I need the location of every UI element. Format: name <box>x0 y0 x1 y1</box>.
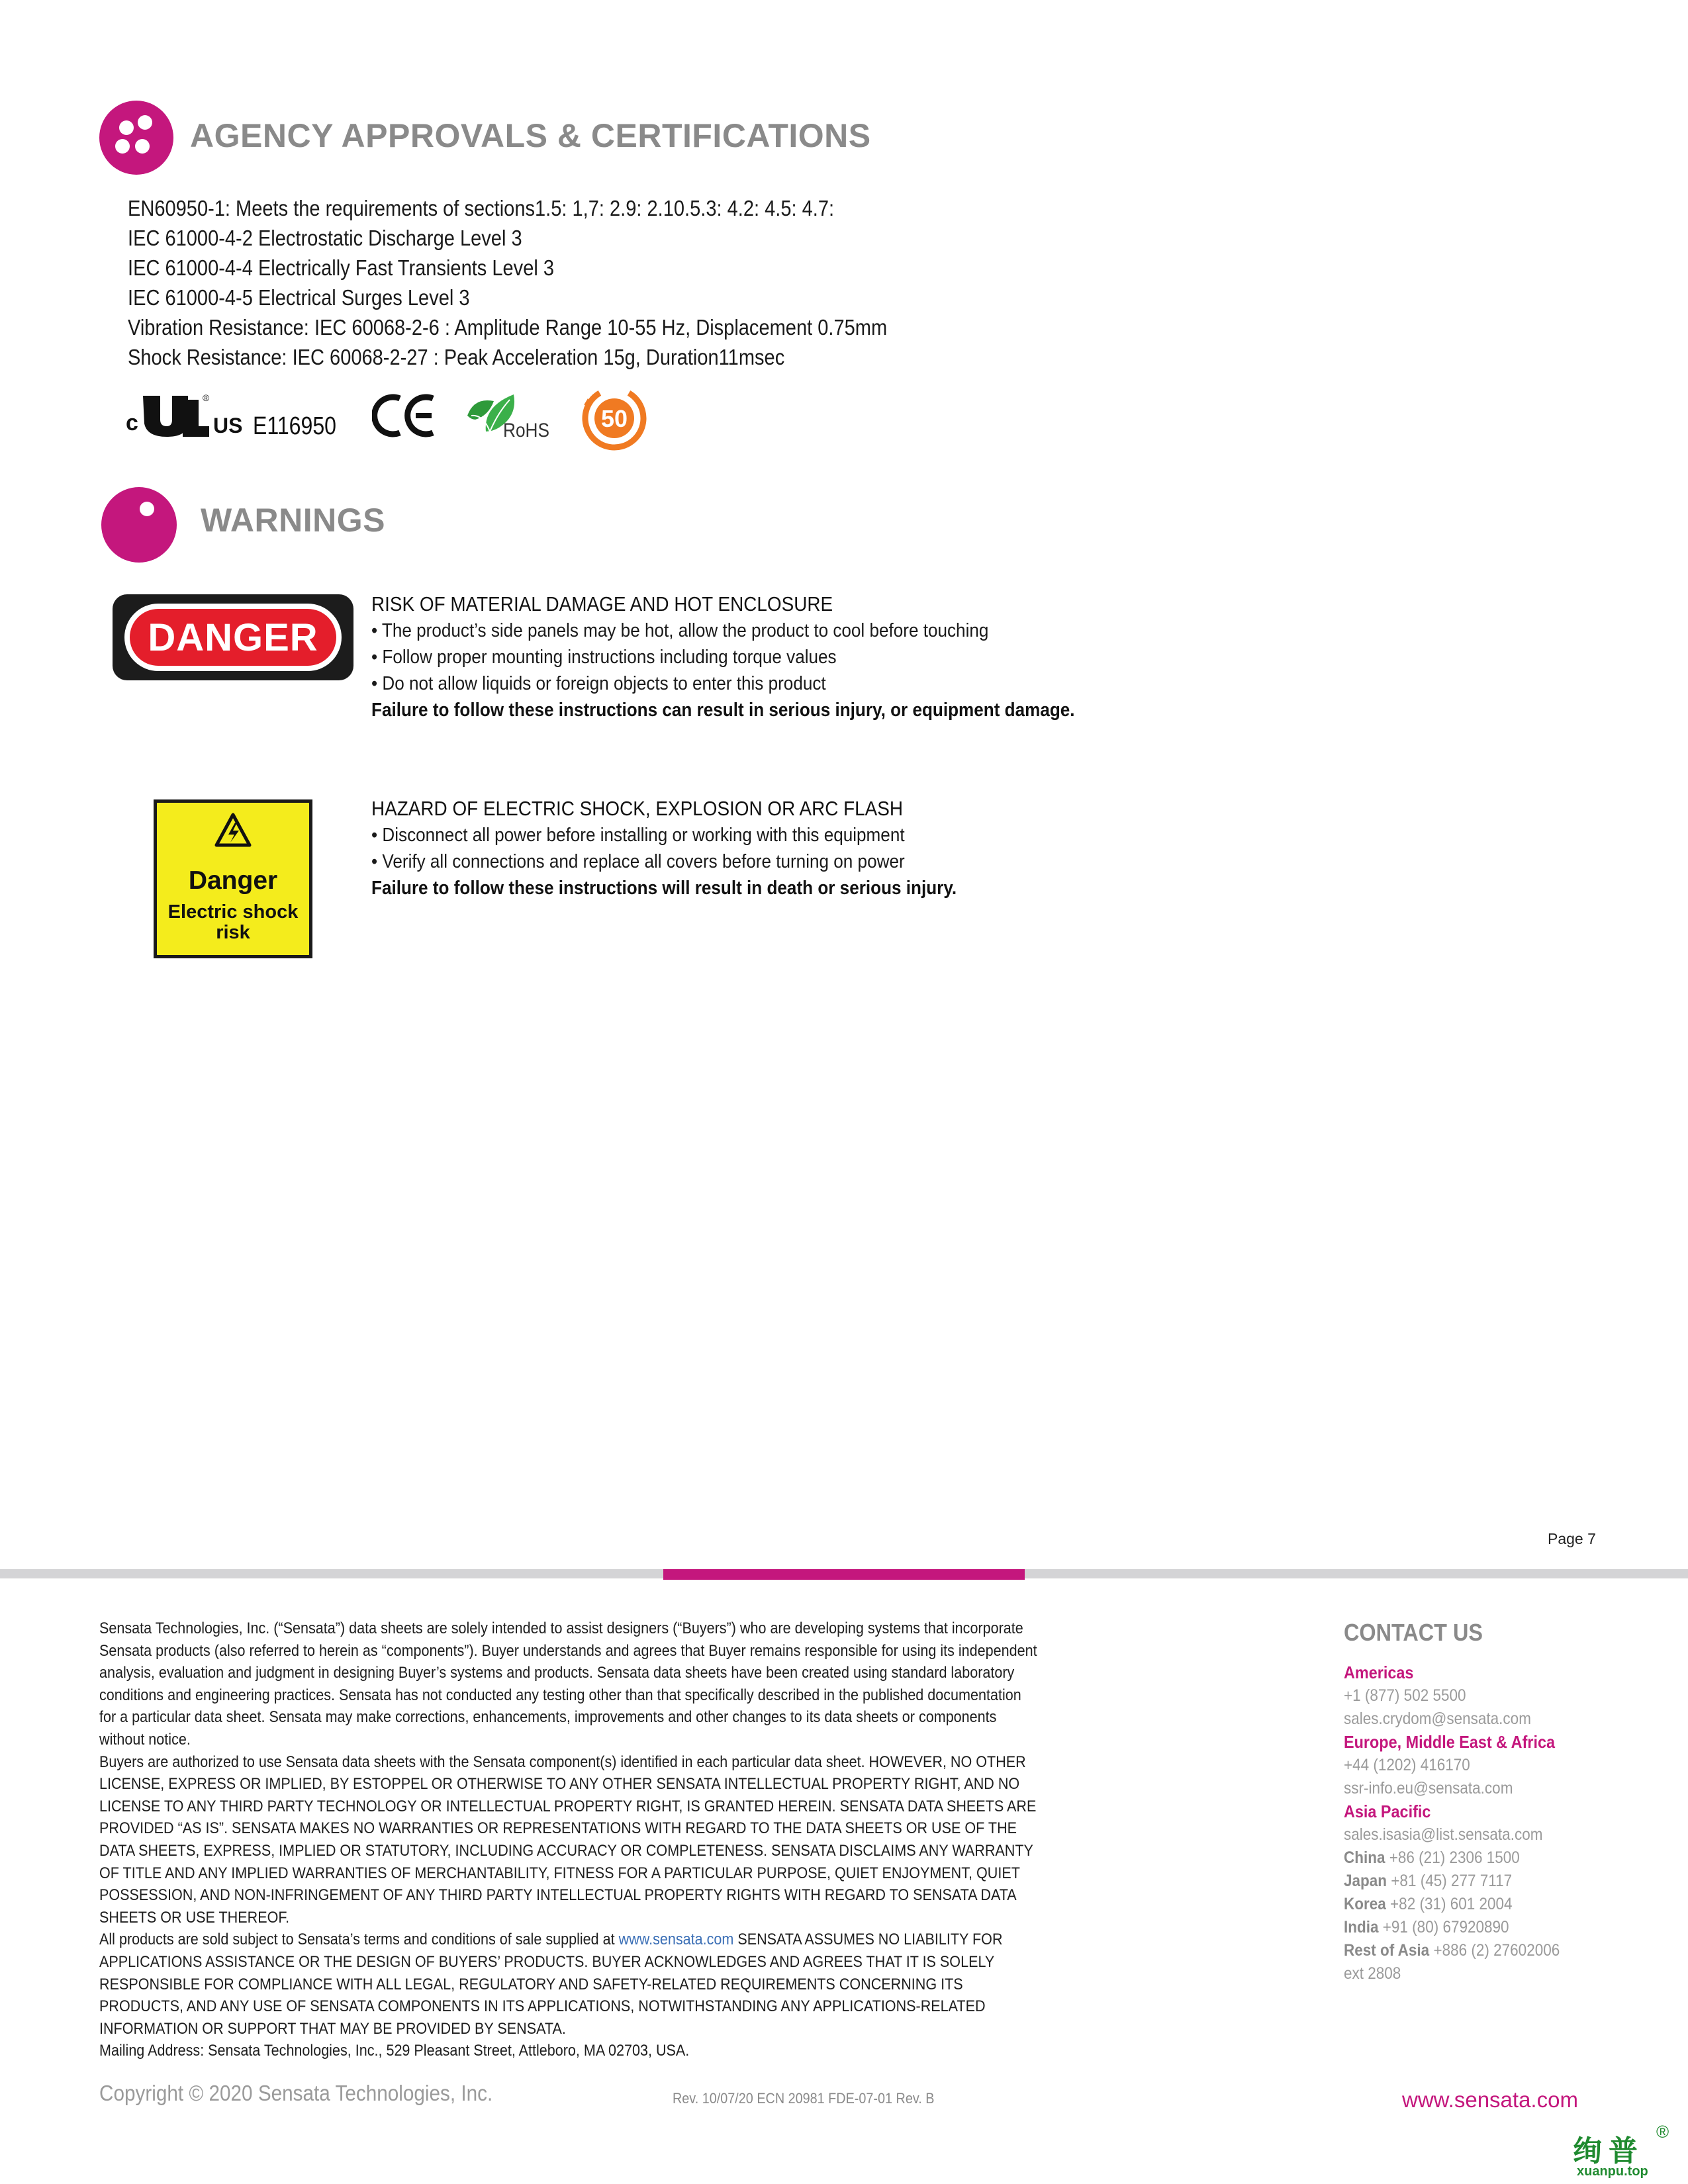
warning-block-electric-shock <box>371 796 1021 901</box>
legal-text: SENSATA ASSUMES NO LIABILITY FOR APPLICATIONS ASSISTANCE OR THE DESIGN OF BUYERS’ PRODUCTS. BUYER ACKNOWLEDGES AND AGREES THAT IT IS SOLELY RESPONSIBLE FOR COMPLIANCE WITH ALL LEGAL, REGULATORY AND SAFETY-RELATED REQUIREMENTS CONCERNING ITS PRODUCTS, AND ANY USE OF SENSATA COMPONENTS IN ITS APPLICATIONS, NOTWITHSTANDING ANY APPLICATIONS-RELATED INFORMATION OR SUPPORT THAT MAY BE PROVIDED BY SENSATA. <box>99 1931 1003 2038</box>
agency-section-title: AGENCY APPROVALS & CERTIFICATIONS <box>190 117 871 154</box>
cert-line: Shock Resistance: IEC 60068-2-27 : Peak Acceleration 15g, Duration11msec <box>128 345 785 369</box>
ul-registered-mark: ® <box>203 392 210 403</box>
contact-extension: ext 2808 <box>1344 1964 1401 1983</box>
contact-email[interactable]: sales.crydom@sensata.com <box>1344 1709 1531 1728</box>
contact-india <box>1344 1916 1606 1939</box>
revision-info: Rev. 10/07/20 ECN 20981 FDE-07-01 Rev. B <box>673 2090 935 2107</box>
contact-country-label: Japan <box>1344 1872 1387 1890</box>
danger-sign-text: DANGER <box>130 609 336 666</box>
warning-bullet: • Do not allow liquids or foreign objects to enter this product <box>371 673 826 694</box>
contact-country-label: Korea <box>1344 1895 1386 1913</box>
contact-phone: +82 (31) 601 2004 <box>1390 1895 1513 1913</box>
warning-failure-note: Failure to follow these instructions can result in serious injury, or equipment damage. <box>371 700 1075 721</box>
watermark-cn-text: 绚普 <box>1573 2134 1644 2168</box>
electric-shock-sign-icon <box>154 799 312 958</box>
contact-phone: +886 (2) 27602006 <box>1433 1941 1560 1960</box>
contact-rest-of-asia <box>1344 1939 1606 1962</box>
warning-block-hot-enclosure <box>371 591 1153 723</box>
contact-country-label: China <box>1344 1848 1385 1867</box>
cert-line: IEC 61000-4-2 Electrostatic Discharge Level 3 <box>128 226 522 250</box>
legal-paragraph <box>99 1929 1037 2040</box>
warning-bullet: • The product’s side panels may be hot, allow the product to cool before touching <box>371 620 989 641</box>
ul-c-text: c <box>126 410 138 435</box>
contact-japan <box>1344 1870 1606 1893</box>
contact-country-label: Rest of Asia <box>1344 1941 1430 1960</box>
contact-phone: +44 (1202) 416170 <box>1344 1756 1470 1774</box>
ce-mark-icon <box>372 392 438 438</box>
agency-section-icon <box>99 101 173 175</box>
sensata-link[interactable]: www.sensata.com <box>618 1931 734 1949</box>
contact-us <box>1344 1619 1635 1985</box>
watermark-en-text: xuanpu.top <box>1577 2164 1648 2179</box>
contact-phone: +1 (877) 502 5500 <box>1344 1686 1466 1705</box>
contact-china <box>1344 1846 1606 1870</box>
cert-line: IEC 61000-4-5 Electrical Surges Level 3 <box>128 285 470 310</box>
warning-heading: HAZARD OF ELECTRIC SHOCK, EXPLOSION OR ARC FLASH <box>371 797 904 820</box>
footer-divider-accent <box>663 1569 1025 1580</box>
contact-phone: +81 (45) 277 7117 <box>1391 1872 1513 1890</box>
contact-region-apac: Asia Pacific <box>1344 1801 1431 1821</box>
legal-disclaimer <box>99 1617 1039 2062</box>
contact-country-label: India <box>1344 1918 1379 1936</box>
contact-phone: +86 (21) 2306 1500 <box>1389 1848 1520 1867</box>
watermark-logo <box>1573 2122 1672 2180</box>
shock-sign-subtitle: Electric shock <box>167 901 299 923</box>
legal-text: All products are sold subject to Sensata’s terms and conditions of sale supplied at <box>99 1931 619 1949</box>
cert-line: Vibration Resistance: IEC 60068-2-6 : Amplitude Range 10-55 Hz, Displacement 0.75mm <box>128 315 888 340</box>
contact-region-americas: Americas <box>1344 1662 1414 1682</box>
contact-phone: +91 (80) 67920890 <box>1382 1918 1509 1936</box>
certification-list <box>128 193 991 372</box>
ul-listing-logo <box>126 390 344 443</box>
warning-failure-note: Failure to follow these instructions will result in death or serious injury. <box>371 878 957 899</box>
copyright: Copyright © 2020 Sensata Technologies, Inc. <box>99 2081 493 2105</box>
contact-email[interactable]: sales.isasia@list.sensata.com <box>1344 1825 1543 1844</box>
contact-region-emea: Europe, Middle East & Africa <box>1344 1732 1556 1752</box>
ul-file-number: E116950 <box>253 412 336 440</box>
page-number: Page 7 <box>1548 1530 1596 1547</box>
contact-korea <box>1344 1893 1606 1916</box>
legal-paragraph: Buyers are authorized to use Sensata data sheets with the Sensata component(s) identified in each particular data sheet. HOWEVER, NO OTHER LICENSE, EXPRESS OR IMPLIED, BY ESTOPPEL OR OTHERWISE TO ANY OTHER SENSATA INTELLECTUAL PROPERTY RIGHT, AND NO LICENSE TO ANY THIRD PARTY TECHNOLOGY OR INTELLECTUAL PROPERTY RIGHT, IS GRANTED HEREIN. SENSATA DATA SHEETS ARE PROVIDED “AS IS”. SENSATA MAKES NO WARRANTIES OR REPRESENTATIONS WITH REGARD TO THE DATA SHEETS OR USE OF THE DATA SHEETS, EXPRESS, IMPLIED OR STATUTORY, INCLUDING ACCURACY OR COMPLETENESS. SENSATA DISCLAIMS ANY WARRANTY OF TITLE AND ANY IMPLIED WARRANTIES OF MERCHANTABILITY, FITNESS FOR A PARTICULAR PURPOSE, QUIET ENJOYMENT, QUIET POSSESSION, AND NON-INFRINGEMENT OF ANY THIRD PARTY INTELLECTUAL PROPERTY RIGHTS WITH REGARD TO SENSATA DATA SHEETS OR USE THEREOF. <box>99 1752 1037 1927</box>
cert-line: EN60950-1: Meets the requirements of sections1.5: 1,7: 2.9: 2.10.5.3: 4.2: 4.5: 4.7: <box>128 196 835 220</box>
website-link[interactable]: www.sensata.com <box>1402 2087 1578 2112</box>
efup-50-icon <box>581 385 647 451</box>
warning-bullet: • Disconnect all power before installing or working with this equipment <box>371 825 905 846</box>
warning-bullet: • Follow proper mounting instructions including torque values <box>371 647 837 668</box>
shock-sign-title: Danger <box>188 866 278 895</box>
mailing-address: Mailing Address: Sensata Technologies, Inc., 529 Pleasant Street, Attleboro, MA 02703, USA. <box>99 2042 690 2060</box>
warnings-section-title: WARNINGS <box>201 502 385 539</box>
warning-heading: RISK OF MATERIAL DAMAGE AND HOT ENCLOSURE <box>371 592 833 615</box>
efup-50-text: 50 <box>600 405 628 432</box>
watermark-registered-mark: ® <box>1656 2122 1669 2142</box>
ul-us-text: US <box>213 414 243 437</box>
shock-sign-subtitle: risk <box>216 922 250 943</box>
rohs-text: RoHS <box>503 420 549 441</box>
cert-line: IEC 61000-4-4 Electrically Fast Transients Level 3 <box>128 255 555 280</box>
contact-title: CONTACT US <box>1344 1619 1483 1646</box>
rohs-logo <box>463 389 556 442</box>
warning-bullet: • Verify all connections and replace all covers before turning on power <box>371 851 905 872</box>
contact-email[interactable]: ssr-info.eu@sensata.com <box>1344 1779 1513 1797</box>
legal-paragraph: Sensata Technologies, Inc. (“Sensata”) data sheets are solely intended to assist designers (“Buyers”) who are developing systems that incorporate Sensata products (also referred to herein as “components”). Buyer understands and agrees that Buyer remains responsible for using its independent analysis, evaluation and judgment in designing Buyer’s systems and products. Sensata data sheets have been created using standard laboratory conditions and engineering practices. Sensata has not conducted any testing other than that specifically described in the published documentation for a particular data sheet. Sensata may make corrections, enhancements, improvements and other changes to its data sheets or components without notice. <box>99 1619 1037 1749</box>
warnings-section-icon <box>101 487 177 563</box>
danger-sign-icon <box>113 594 353 680</box>
